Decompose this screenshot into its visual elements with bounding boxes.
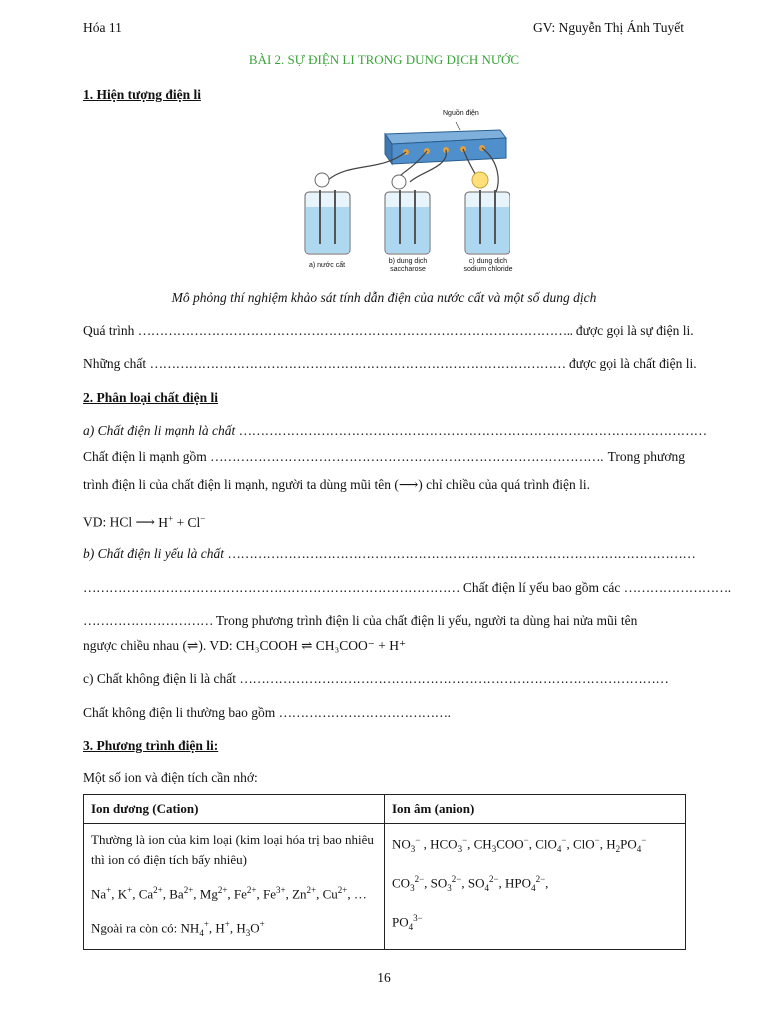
blank-dots: ……………………. <box>623 580 731 595</box>
strong-electrolyte-definition <box>83 423 707 439</box>
figure-caption: Mô phỏng thí nghiệm khảo sát tính dẫn điện của nước cất và một số dung dịch <box>171 290 597 305</box>
blank-dots: ……………………………………………………………………………………………… <box>227 546 696 561</box>
table-header-row <box>84 795 686 824</box>
strong-in-eq-text: Trong phương <box>607 449 685 464</box>
non-electrolyte-label: c) Chất không điện li là chất <box>83 671 236 686</box>
non-electrolyte-definition <box>83 671 685 687</box>
blank-dots: …………………………………. <box>278 705 451 720</box>
beaker-c-label <box>455 258 521 274</box>
header-teacher: GV: Nguyễn Thị Ánh Tuyết <box>532 20 684 35</box>
fill-line-process-end: được gọi là sự điện li. <box>575 323 694 338</box>
cation-header: Ion dương (Cation) <box>84 795 385 824</box>
beaker-b-label-line1: b) dung dịch <box>388 258 428 265</box>
fill-line-substances <box>83 356 697 372</box>
weak-equation-text <box>83 613 685 629</box>
beaker-b-label-line2: saccharose <box>390 266 426 273</box>
experiment-illustration <box>300 112 510 282</box>
fill-line-process <box>83 323 694 339</box>
strong-includes-label: Chất điện li mạnh gồm <box>83 449 207 464</box>
strong-example-label: VD: HCl <box>83 514 133 530</box>
anion-header: Ion âm (anion) <box>385 795 686 824</box>
cation-others: Ngoài ra còn có: $NH_4^+$, H+, $H_3O^+$ <box>91 919 265 939</box>
header-subject: Hóa 11 <box>83 20 122 35</box>
fill-line-substances-end: được gọi là chất điện li. <box>568 356 697 371</box>
beaker-c-label-line2: sodium chloride <box>463 266 513 273</box>
electrolysis-figure <box>300 110 513 282</box>
ion-intro: Một số ion và điện tích cần nhớ: <box>83 770 258 785</box>
strong-electrolyte-includes <box>83 449 685 465</box>
weak-electrolyte-includes <box>83 580 731 596</box>
blank-dots: ………………………………………………………………………………. <box>210 449 603 464</box>
fill-line-substances-start: Những chất <box>83 356 147 371</box>
cation-cell <box>84 824 385 950</box>
long-arrow-icon: ⟶ <box>398 477 419 492</box>
weak-electrolyte-definition <box>83 546 696 562</box>
beaker-a-label: a) nước cất <box>308 262 346 269</box>
blank-dots: ………………………… <box>83 613 216 628</box>
strong-example-products: H+ + Cl− <box>158 513 206 530</box>
section-2-heading: 2. Phân loại chất điện li <box>83 390 219 405</box>
lesson-title: BÀI 2. SỰ ĐIỆN LI TRONG DUNG DỊCH NƯỚC <box>248 52 520 67</box>
strong-label: a) Chất điện li mạnh là chất <box>83 423 236 438</box>
beaker-b-label <box>378 258 438 274</box>
anion-list-2: $CO_3^{2-}$, $SO_3^{2-}$, $SO_4^{2-}$, $HPO_4^{2-}$, <box>392 873 549 893</box>
non-electrolyte-includes <box>83 705 685 721</box>
strong-arrow-sentence <box>83 477 685 493</box>
anion-cell <box>385 824 686 950</box>
ion-table <box>83 794 686 950</box>
non-includes-label: Chất không điện li thường bao gồm <box>83 705 276 720</box>
long-arrow-icon: ⟶ <box>135 514 159 530</box>
cation-others-prefix: Ngoài ra còn có: <box>91 920 178 936</box>
section-1-heading: 1. Hiện tượng điện li <box>83 87 201 102</box>
anion-list-1: $NO_3^-$ , $HCO_3^-$, $CH_3COO^-$, ClO$_4$−, ClO−, $H_2PO_4^-$ <box>392 835 647 854</box>
weak-label: b) Chất điện li yếu là chất <box>83 546 224 561</box>
power-source-label: Nguồn điện <box>443 110 479 117</box>
section-3-heading: 3. Phương trình điện li: <box>83 738 219 753</box>
blank-dots: ……………………………………………………………………………………………… <box>238 423 707 438</box>
beaker-c-label-line1: c) dung dịch <box>468 258 508 265</box>
weak-eq-text-line1: Trong phương trình điện li của chất điện li yếu, người ta dùng hai nửa mũi tên <box>215 613 638 628</box>
weak-includes-label: Chất điện lí yếu bao gồm các <box>462 580 621 595</box>
table-row <box>84 824 686 950</box>
strong-arrow-text-1: trình điện li của chất điện li mạnh, người ta dùng mũi tên ( <box>83 477 399 492</box>
strong-arrow-text-2: ) chỉ chiều của quá trình điện li. <box>418 477 590 492</box>
strong-example <box>83 513 685 531</box>
blank-dots: ……………………………………………………………………………………… <box>239 671 669 686</box>
blank-dots: ……………………………………………………………………………………….. <box>137 323 573 338</box>
blank-dots: …………………………………………………………………………… <box>83 580 463 595</box>
fill-line-process-start: Quá trình <box>83 323 135 338</box>
weak-equation-example: ngược chiều nhau (⇌). VD: CH₃COOH ⇌ CH₃COO⁻ + H⁺ <box>83 638 407 653</box>
blank-dots: …………………………………………………………………………………… <box>149 356 566 371</box>
cation-description: Thường là ion của kim loại (kim loại hóa trị bao nhiêu thì ion có điện tích bấy nhiêu) <box>91 832 374 867</box>
anion-list-3: $PO_4^{3-}$ <box>392 912 423 932</box>
page-number: 16 <box>377 970 391 985</box>
cation-list: Na+, K+, $Ca^{2+}$, $Ba^{2+}$, $Mg^{2+}$, $Fe^{2+}$, $Fe^{3+}$, $Zn^{2+}$, $Cu^{2+}$, … <box>91 885 367 902</box>
